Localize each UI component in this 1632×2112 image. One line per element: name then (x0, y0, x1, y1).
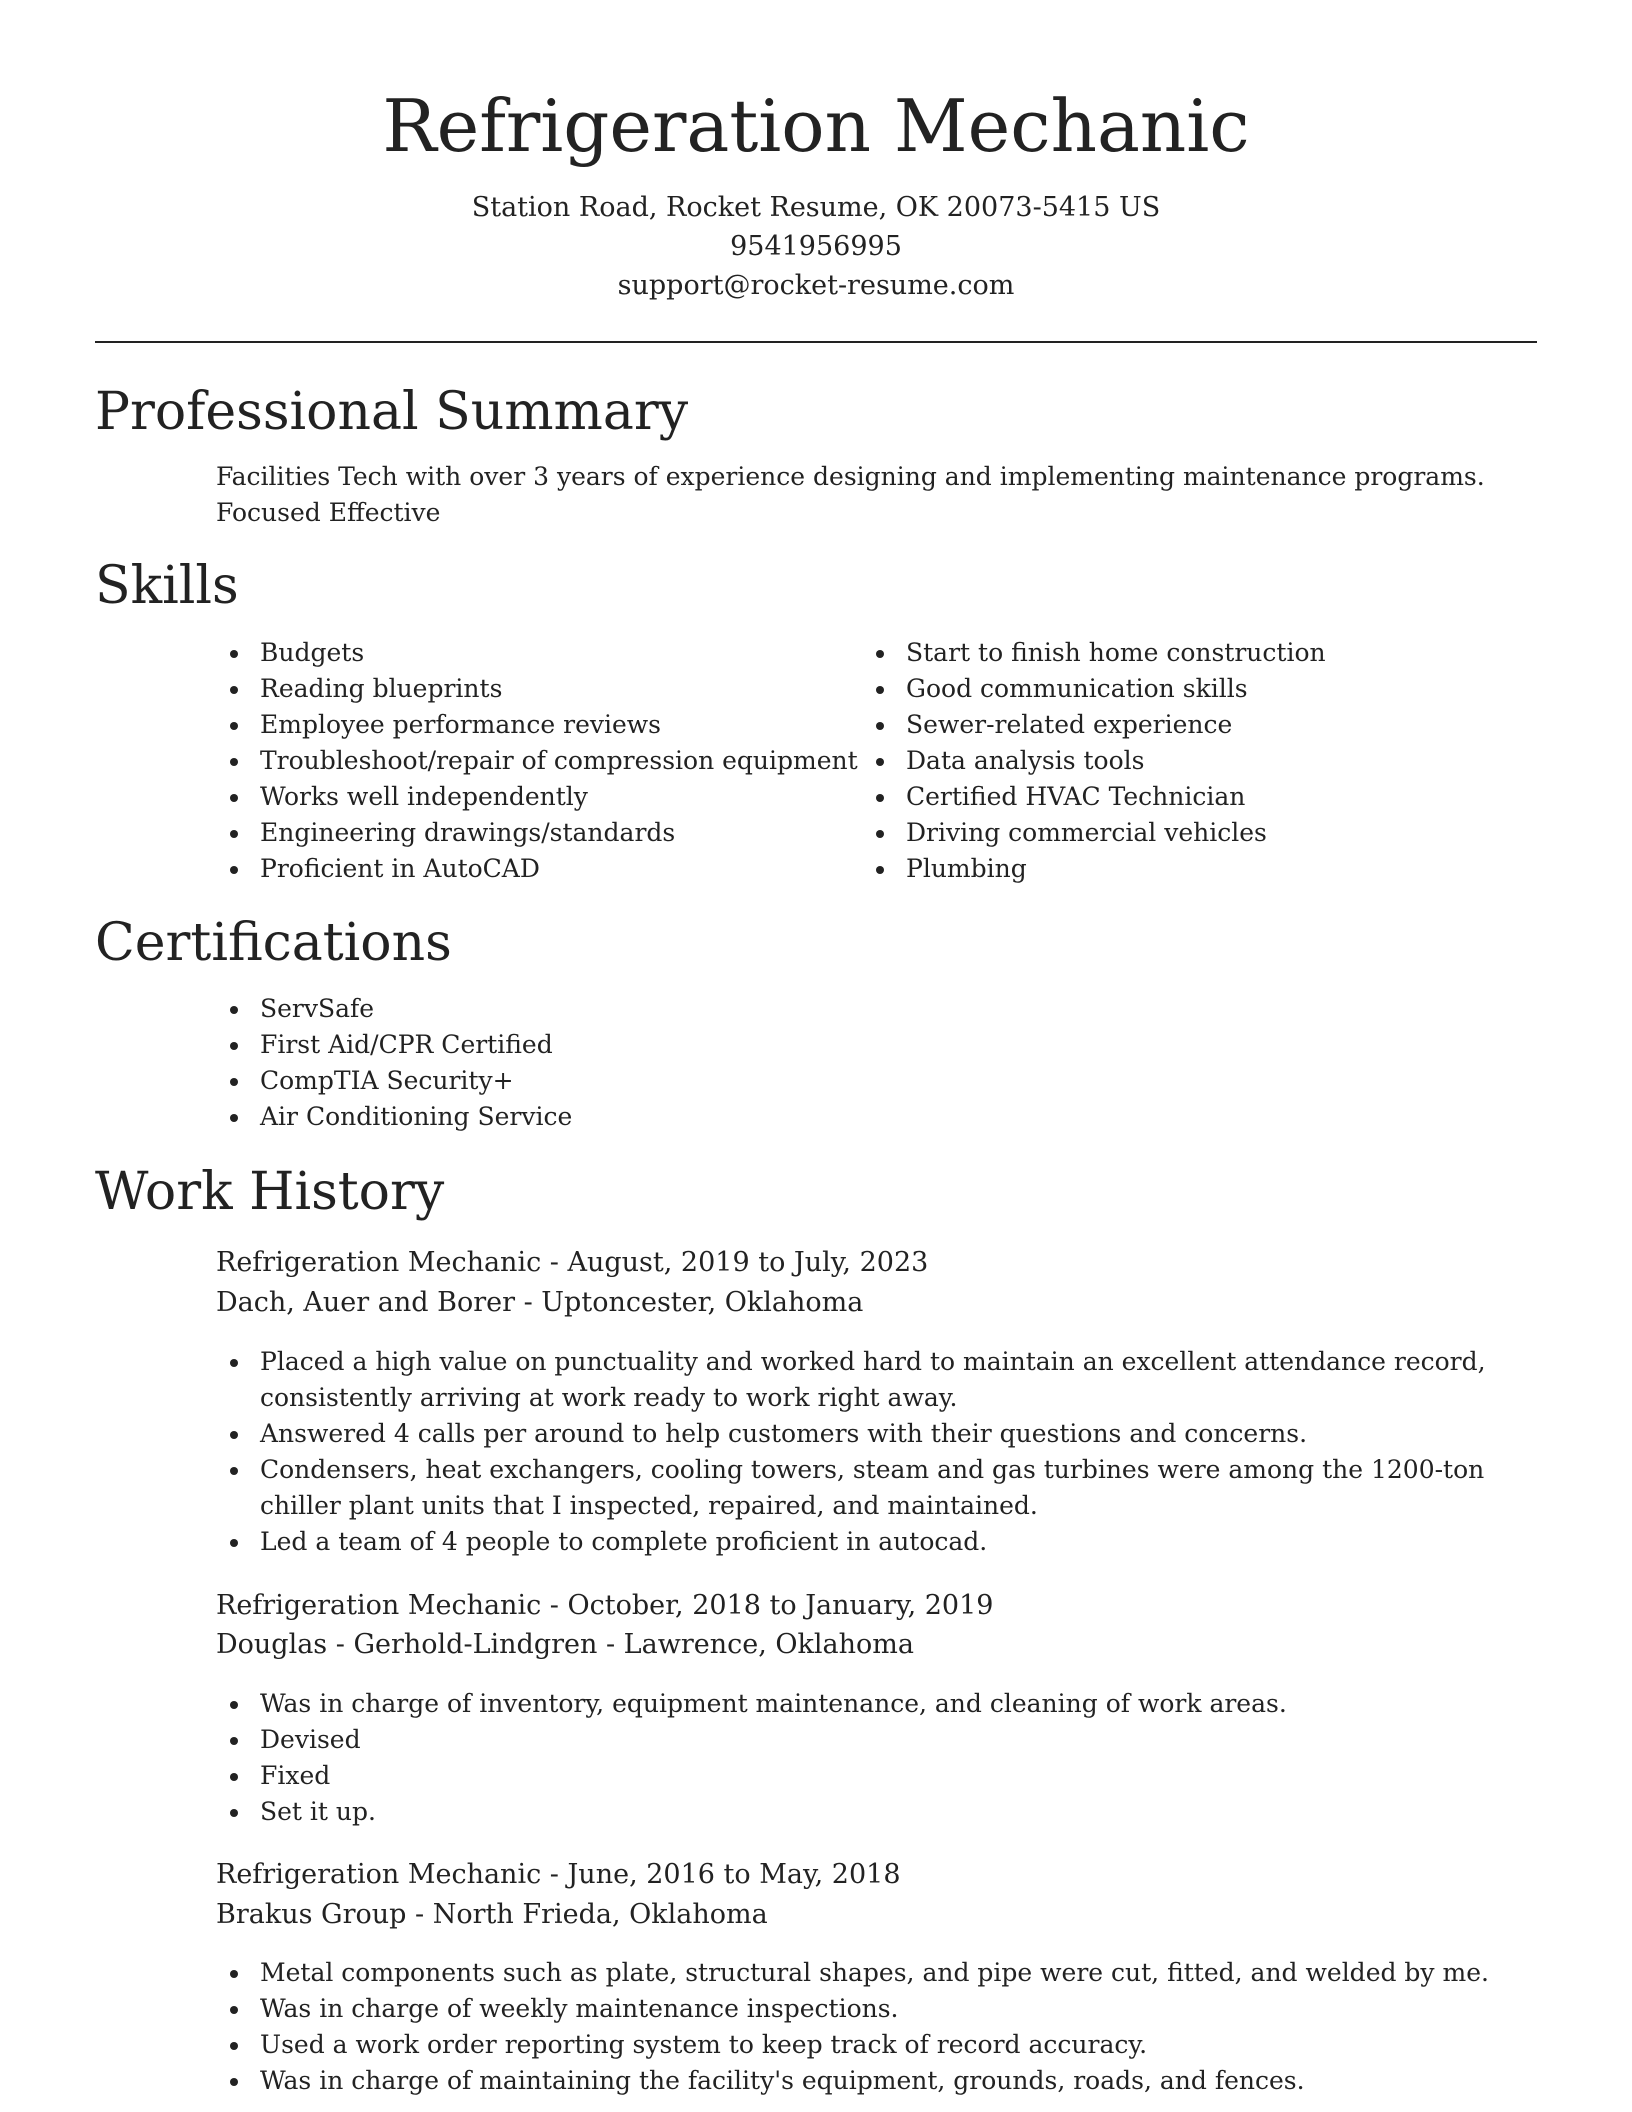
email: support@rocket-resume.com (617, 270, 1015, 301)
skill-item: Proficient in AutoCAD (216, 851, 858, 887)
job-bullet: Condensers, heat exchangers, cooling towers, steam and gas turbines were among the 1200-ton chiller plant units that I inspected, repaired, and maintained. (216, 1452, 1546, 1524)
job-bullet: Answered 4 calls per around to help customers with their questions and concerns. (216, 1416, 1546, 1452)
job-bullets (216, 1686, 1546, 1830)
summary-heading: Professional Summary (95, 382, 689, 442)
job-bullet: Placed a high value on punctuality and worked hard to maintain an excellent attendance record, consistently arriving at work ready to work right away. (216, 1344, 1546, 1416)
work-history-heading: Work History (95, 1162, 445, 1222)
certifications-heading: Certifications (95, 913, 452, 973)
skill-item: Driving commercial vehicles (862, 815, 1326, 851)
job-company-line: Dach, Auer and Borer - Uptoncester, Oklahoma (216, 1287, 864, 1318)
certifications-list (216, 991, 572, 1135)
skill-item: Troubleshoot/repair of compression equipment (216, 743, 858, 779)
job-company-line: Douglas - Gerhold-Lindgren - Lawrence, Oklahoma (216, 1629, 914, 1660)
skill-item: Engineering drawings/standards (216, 815, 858, 851)
skill-item: Start to finish home construction (862, 635, 1326, 671)
address: Station Road, Rocket Resume, OK 20073-5415 US (471, 192, 1161, 223)
certification-item: First Aid/CPR Certified (216, 1027, 572, 1063)
skill-item: Employee performance reviews (216, 707, 858, 743)
job-company-line: Brakus Group - North Frieda, Oklahoma (216, 1899, 768, 1930)
header-divider (95, 341, 1537, 343)
certification-item: Air Conditioning Service (216, 1099, 572, 1135)
certification-item: CompTIA Security+ (216, 1063, 572, 1099)
job-bullet: Was in charge of maintaining the facility's equipment, grounds, roads, and fences. (216, 2063, 1546, 2099)
job-title-line: Refrigeration Mechanic - October, 2018 to January, 2019 (216, 1590, 994, 1621)
job-bullet: Used a work order reporting system to keep track of record accuracy. (216, 2027, 1546, 2063)
job-bullet: Metal components such as plate, structural shapes, and pipe were cut, fitted, and welded by me. (216, 1955, 1546, 1991)
job-bullets (216, 1344, 1546, 1560)
job-bullet: Devised (216, 1722, 1546, 1758)
skill-item: Certified HVAC Technician (862, 779, 1326, 815)
job-title-line: Refrigeration Mechanic - June, 2016 to May, 2018 (216, 1859, 901, 1890)
skills-heading: Skills (95, 556, 239, 616)
summary-text: Facilities Tech with over 3 years of experience designing and implementing maintenance programs. Focused Effective (216, 462, 1485, 527)
job-bullets (216, 1955, 1546, 2099)
skill-item: Data analysis tools (862, 743, 1326, 779)
skill-item: Plumbing (862, 851, 1326, 887)
resume-header (0, 0, 1632, 305)
contact-block (0, 188, 1632, 305)
skill-item: Works well independently (216, 779, 858, 815)
job-bullet: Set it up. (216, 1794, 1546, 1830)
phone: 9541956995 (730, 231, 902, 262)
job-bullet: Was in charge of weekly maintenance inspections. (216, 1991, 1546, 2027)
candidate-name: Refrigeration Mechanic (382, 84, 1250, 168)
job-bullet: Led a team of 4 people to complete proficient in autocad. (216, 1524, 1546, 1560)
skill-item: Budgets (216, 635, 858, 671)
job-bullet: Fixed (216, 1758, 1546, 1794)
job-title-line: Refrigeration Mechanic - August, 2019 to July, 2023 (216, 1247, 929, 1278)
certification-item: ServSafe (216, 991, 572, 1027)
skills-list-left (216, 635, 858, 887)
skill-item: Good communication skills (862, 671, 1326, 707)
job-bullet: Was in charge of inventory, equipment maintenance, and cleaning of work areas. (216, 1686, 1546, 1722)
skills-list-right (862, 635, 1326, 887)
skill-item: Reading blueprints (216, 671, 858, 707)
skill-item: Sewer-related experience (862, 707, 1326, 743)
